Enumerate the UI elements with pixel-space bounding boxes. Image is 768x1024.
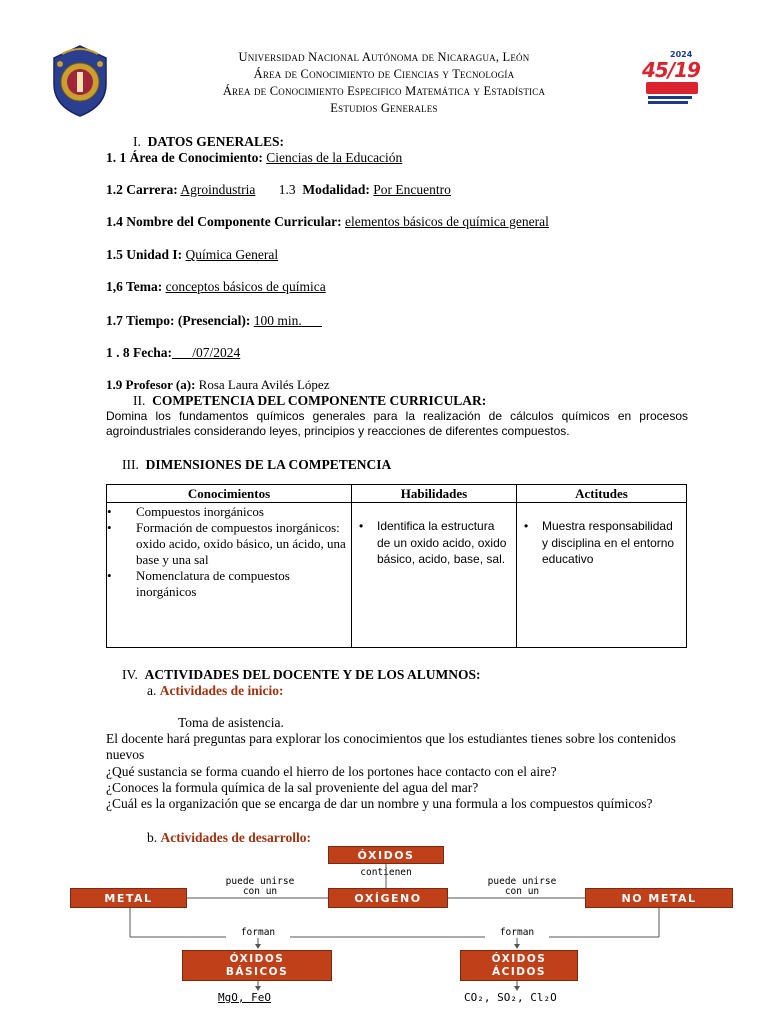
formula-oxidos-acidos: CO₂, SO₂, Cl₂O bbox=[464, 991, 557, 1004]
box-oxidos-label: ÓXIDOS bbox=[357, 848, 415, 862]
box-metal bbox=[70, 888, 187, 908]
label-puede-unirse-right: puede unirse con un bbox=[487, 876, 557, 897]
list-item: • Formación de compuestos inorgánicos: oxido acido, oxido básico, un ácido, una base y una sal bbox=[107, 520, 347, 568]
inicio-line-4: ¿Conoces la formula química de la sal proveniente del agua del mar? bbox=[106, 780, 479, 795]
box-acidos-label-2: ÁCIDOS bbox=[492, 965, 546, 978]
list-item: • Compuestos inorgánicos bbox=[107, 504, 347, 520]
tema: 1,6 Tema: conceptos básicos de química bbox=[106, 279, 326, 294]
profesor: 1.9 Profesor (a): Rosa Laura Avilés López bbox=[106, 377, 330, 392]
dimensions-table bbox=[106, 484, 687, 648]
col-habilidades: Habilidades bbox=[352, 485, 517, 503]
habilidades-cell bbox=[352, 503, 517, 648]
box-no-metal-label: NO METAL bbox=[621, 891, 697, 905]
header-area: Área de Conocimiento de Ciencias y Tecnología bbox=[253, 67, 515, 81]
badge-year: 2024 bbox=[670, 50, 693, 59]
box-acidos-label-1: ÓXIDOS bbox=[491, 952, 547, 965]
section2-heading: II. COMPETENCIA DEL COMPONENTE CURRICULAR: bbox=[133, 393, 487, 408]
box-oxidos-acidos bbox=[460, 950, 578, 981]
list-item: • Nomenclatura de compuestos inorgánicos bbox=[107, 568, 347, 600]
box-basicos-label-2: BÁSICOS bbox=[225, 965, 289, 978]
componente-curricular: 1.4 Nombre del Componente Curricular: elementos básicos de química general bbox=[106, 214, 549, 229]
competencia-text: Domina los fundamentos químicos generales para la realización de cálculos químicos en procesos agroindustriales considerando leyes, principios y reacciones de diferentes compuestos. bbox=[106, 409, 688, 438]
box-oxigeno-label: OXÍGENO bbox=[354, 891, 422, 905]
badge-number: 45/19 bbox=[642, 58, 700, 82]
label-puede-unirse-left: puede unirse con un bbox=[225, 876, 295, 897]
unidad: 1.5 Unidad I: Química General bbox=[106, 247, 279, 262]
box-oxidos bbox=[328, 846, 444, 864]
area-conocimiento: 1. 1 Área de Conocimiento: Ciencias de la Educación bbox=[106, 150, 403, 165]
inicio-heading: a. Actividades de inicio: bbox=[147, 683, 284, 698]
list-item: • Muestra responsabilidad y disciplina en el entorno educativo bbox=[517, 518, 680, 568]
list-item: • Identifica la estructura de un oxido acido, oxido básico, acido, base, sal. bbox=[352, 518, 510, 568]
actitudes-cell bbox=[517, 503, 687, 648]
inicio-line-2: El docente hará preguntas para explorar los conocimientos que los estudiantes tienes sobre los contenidos nuevos bbox=[106, 731, 676, 762]
section1-heading: I. DATOS GENERALES: bbox=[133, 134, 285, 149]
conocimientos-cell bbox=[107, 503, 352, 648]
col-actitudes: Actitudes bbox=[517, 485, 687, 503]
section4-heading: IV. ACTIVIDADES DEL DOCENTE Y DE LOS ALUMNOS: bbox=[122, 667, 481, 682]
inicio-line-3: ¿Qué sustancia se forma cuando el hierro de los portones hace contacto con el aire? bbox=[106, 764, 557, 779]
label-forman-right: forman bbox=[485, 928, 549, 938]
inicio-line-5: ¿Cuál es la organización que se encarga de dar un nombre y una formula a los compuestos químicos? bbox=[106, 796, 653, 811]
label-contienen: contienen bbox=[360, 867, 412, 878]
anniversary-badge-logo bbox=[640, 50, 702, 108]
section3-heading: III. DIMENSIONES DE LA COMPETENCIA bbox=[122, 457, 392, 472]
header-university: Universidad Nacional Autónoma de Nicaragua, León bbox=[238, 50, 530, 64]
box-basicos-label-1: ÓXIDOS bbox=[229, 952, 285, 965]
box-metal-label: METAL bbox=[104, 891, 153, 905]
formula-oxidos-basicos: MgO, FeO bbox=[218, 991, 271, 1004]
col-conocimientos: Conocimientos bbox=[107, 485, 352, 503]
box-oxidos-basicos bbox=[182, 950, 332, 981]
inicio-line-1: Toma de asistencia. bbox=[178, 715, 284, 730]
label-forman-left: forman bbox=[226, 928, 290, 938]
box-oxigeno bbox=[328, 888, 448, 908]
fecha: 1 . 8 Fecha: /07/2024 bbox=[106, 345, 241, 360]
tiempo: 1.7 Tiempo: (Presencial): 100 min. bbox=[106, 313, 302, 328]
carrera-modalidad: 1.2 Carrera: Agroindustria 1.3 Modalidad: Por Encuentro bbox=[106, 182, 451, 197]
desarrollo-heading: b. Actividades de desarrollo: bbox=[147, 830, 311, 845]
header-area-especifico: Área de Conocimiento Especifico Matemática y Estadística bbox=[222, 84, 546, 98]
header-estudios: Estudios Generales bbox=[330, 101, 438, 115]
box-no-metal bbox=[585, 888, 733, 908]
